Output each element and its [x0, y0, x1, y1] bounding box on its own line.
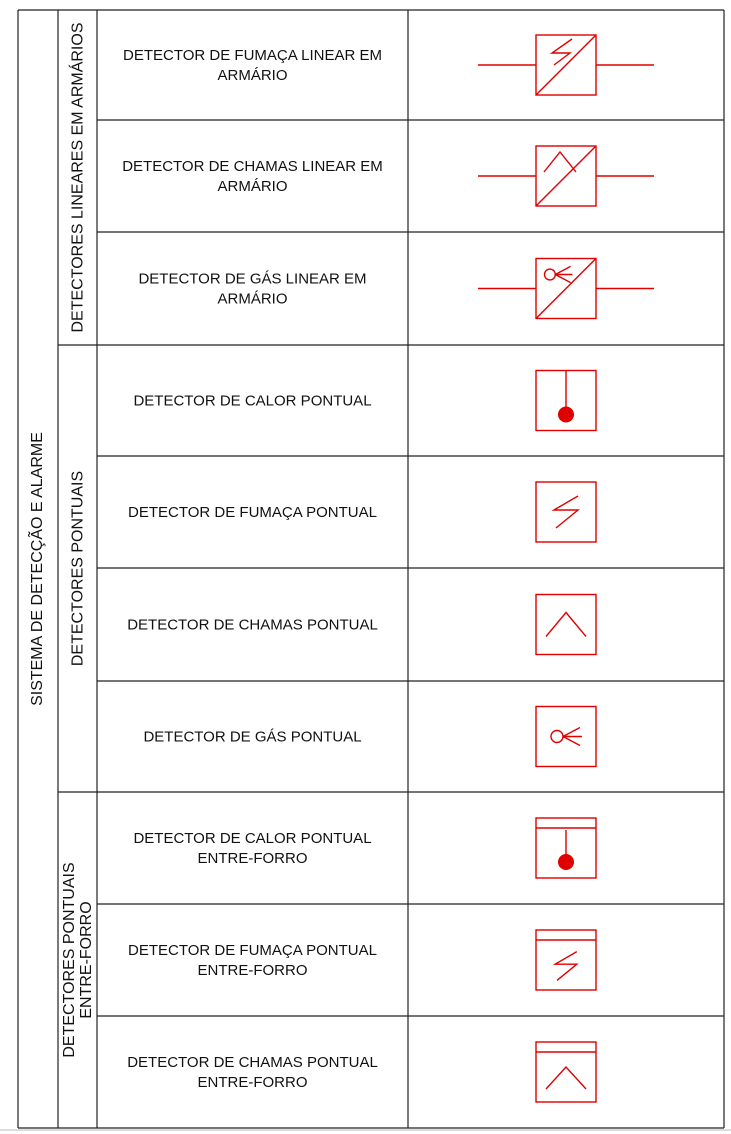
detector-description-line: ENTRE-FORRO [197, 962, 308, 979]
detector-row [127, 1042, 596, 1102]
detector-description-line: DETECTOR DE CHAMAS LINEAR EM [122, 158, 383, 175]
detector-description-line: DETECTOR DE FUMAÇA LINEAR EM [123, 47, 382, 64]
flame-chevron [546, 1067, 586, 1089]
group-label [61, 862, 95, 1057]
detector-description-line: ARMÁRIO [217, 178, 288, 195]
gas-ray [563, 737, 580, 746]
detector-description-line: ENTRE-FORRO [197, 1074, 308, 1091]
flame-point-icon [536, 595, 596, 655]
symbol-frame [536, 595, 596, 655]
diagonal-line [536, 146, 596, 206]
group-label [70, 471, 87, 666]
detector-row [123, 35, 654, 95]
smoke-point-icon [536, 482, 596, 542]
gas-ray [555, 275, 570, 283]
detector-description-line: ENTRE-FORRO [197, 850, 308, 867]
detector-description-line: DETECTOR DE CHAMAS PONTUAL [127, 1054, 378, 1071]
heat-ceiling-icon [536, 818, 596, 878]
detector-description-line: ARMÁRIO [217, 290, 288, 308]
detector-description [127, 617, 378, 634]
detector-description-line: ARMÁRIO [217, 67, 288, 84]
detector-row [127, 595, 596, 655]
smoke-linear-icon [478, 35, 654, 95]
flame-ceiling-icon [536, 1042, 596, 1102]
detector-row [133, 818, 596, 878]
heat-bulb [558, 407, 574, 423]
detector-description [123, 47, 382, 84]
detector-description [133, 393, 371, 410]
detector-row [138, 259, 654, 319]
detector-description-line: DETECTOR DE CHAMAS PONTUAL [127, 616, 378, 634]
group-label-line: ENTRE-FORRO [78, 901, 95, 1019]
group-label [68, 23, 87, 333]
smoke-zigzag [554, 496, 578, 528]
detector-row [122, 146, 654, 206]
detector-description [133, 830, 371, 867]
detector-row [133, 371, 596, 431]
detector-description [128, 942, 377, 979]
detector-description-line: DETECTOR DE FUMAÇA PONTUAL [128, 942, 377, 959]
heat-point-icon [536, 371, 596, 431]
heat-bulb [558, 854, 574, 870]
smoke-ceiling-icon [536, 930, 596, 990]
gas-point-icon [536, 707, 596, 767]
group-label-line: DETECTORES PONTUAIS [61, 862, 78, 1058]
group-label-line: DETECTORES LINEARES EM ARMÁRIOS [69, 22, 87, 333]
detector-row [143, 707, 596, 767]
symbol-frame [536, 930, 596, 990]
table-grid [0, 10, 731, 1130]
detector-description-line: DETECTOR DE GÁS LINEAR EM [138, 270, 367, 288]
gas-ray [563, 728, 580, 737]
detector-description [122, 158, 383, 195]
smoke-zigzag [555, 952, 577, 981]
detector-description [128, 504, 377, 521]
gas-circle [551, 731, 563, 743]
symbol-frame [536, 1042, 596, 1102]
group-label-line: DETECTORES PONTUAIS [69, 470, 87, 667]
detector-description [143, 729, 361, 746]
flame-chevron [544, 152, 576, 172]
detector-description [127, 1054, 378, 1091]
gas-circle [545, 269, 556, 280]
flame-linear-icon [478, 146, 654, 206]
detector-description-line: DETECTOR DE GÁS PONTUAL [143, 728, 362, 746]
detector-description-line: DETECTOR DE CALOR PONTUAL [133, 392, 372, 410]
gas-linear-icon [478, 259, 654, 319]
symbol-frame [536, 482, 596, 542]
detector-row [128, 482, 596, 542]
detector-description-line: DETECTOR DE CALOR PONTUAL [133, 830, 372, 847]
gas-ray [555, 266, 570, 274]
flame-chevron [546, 613, 586, 637]
diagonal-line [536, 259, 596, 319]
detector-description-line: DETECTOR DE FUMAÇA PONTUAL [128, 504, 377, 521]
detector-row [128, 930, 596, 990]
group-labels [26, 23, 95, 1058]
detector-description [138, 271, 366, 308]
system-label: SISTEMA DE DETECÇÃO E ALARME [29, 432, 47, 706]
